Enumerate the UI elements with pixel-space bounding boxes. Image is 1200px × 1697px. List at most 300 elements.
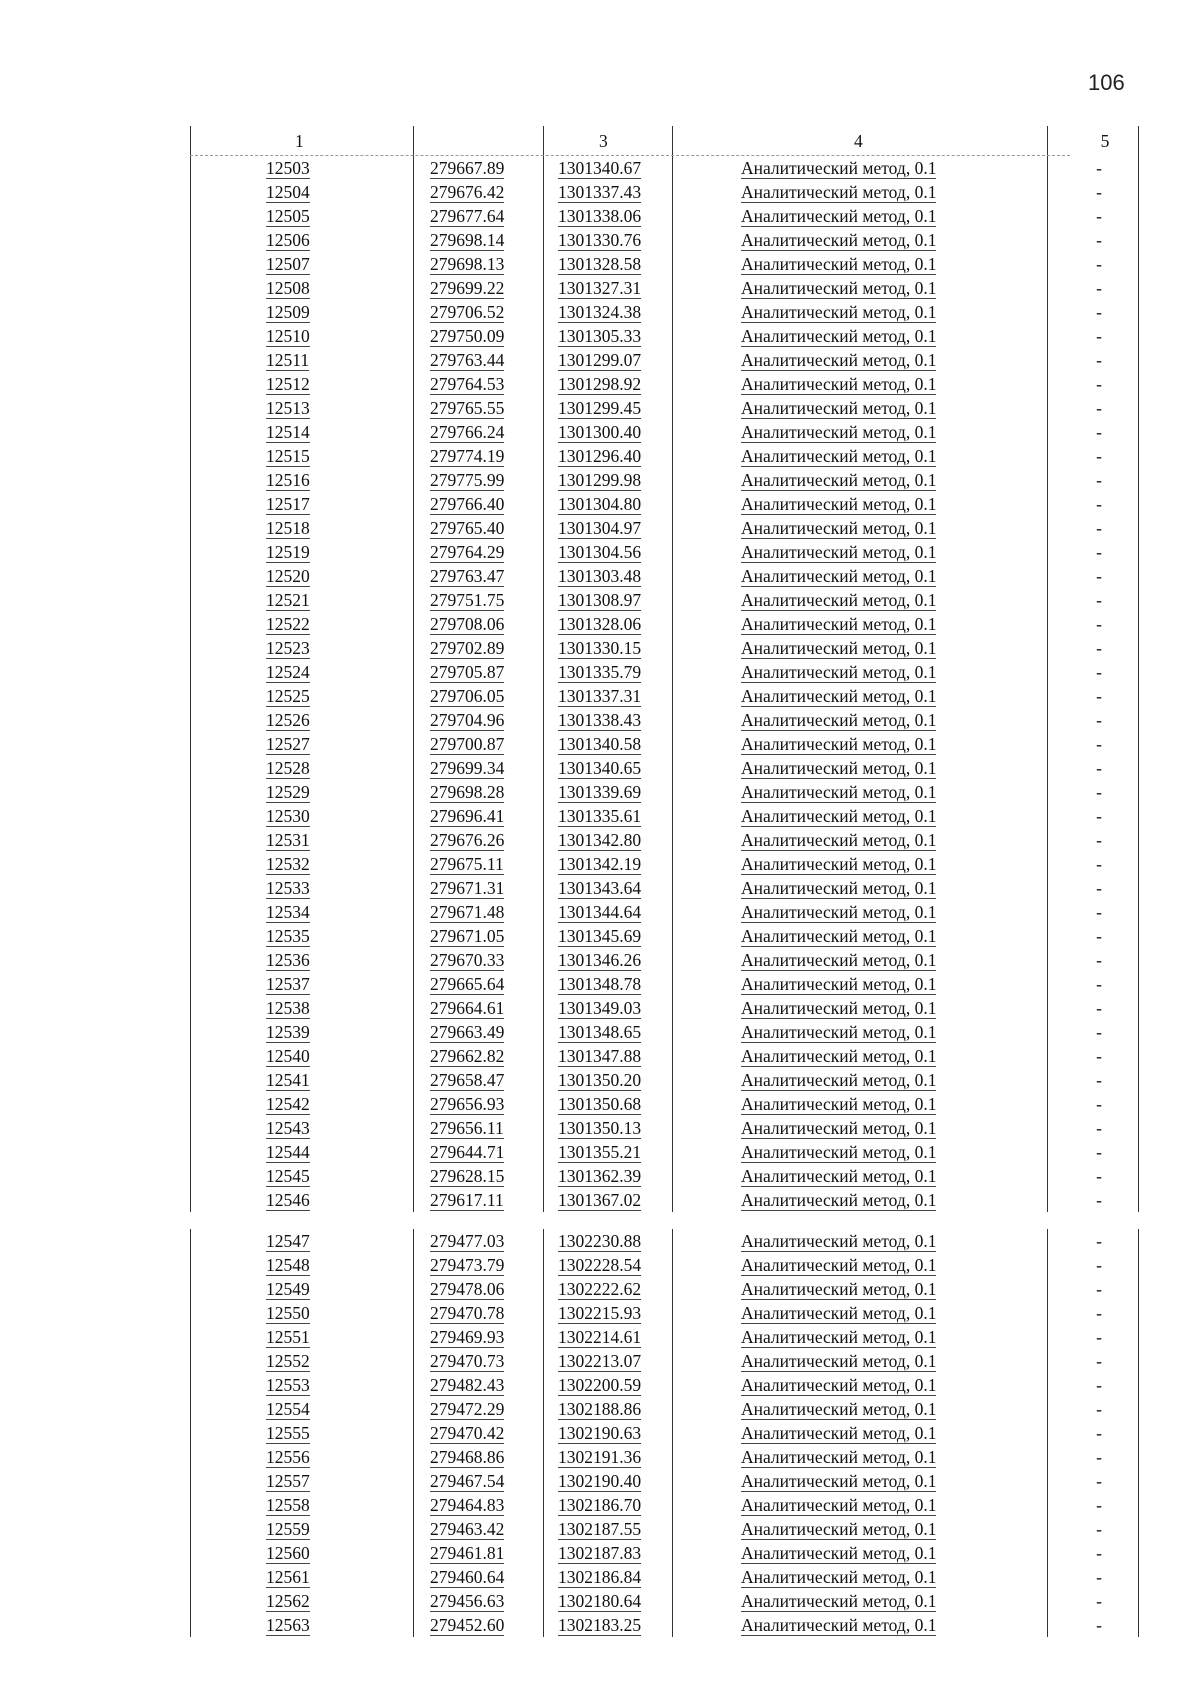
coord-x-text: 279676.42	[430, 182, 505, 202]
table-row	[190, 444, 1150, 468]
table-row	[190, 276, 1150, 300]
table-row	[190, 996, 1150, 1020]
cell-method	[741, 708, 991, 732]
cell-note	[1084, 948, 1114, 972]
point-number-text: 12529	[266, 782, 310, 802]
method-text: Аналитический метод, 0.1	[741, 1022, 937, 1042]
cell-coord-y	[558, 1373, 668, 1397]
coord-y-text: 1301324.38	[558, 302, 642, 322]
cell-note	[1084, 1397, 1114, 1421]
cell-coord-x	[430, 780, 540, 804]
note-text: -	[1096, 158, 1102, 178]
note-text: -	[1096, 302, 1102, 322]
note-text: -	[1096, 1279, 1102, 1299]
note-text: -	[1096, 1423, 1102, 1443]
coord-y-text: 1302186.84	[558, 1567, 642, 1587]
cell-method	[741, 1044, 991, 1068]
cell-point-number	[266, 540, 376, 564]
cell-point-number	[266, 1253, 376, 1277]
cell-coord-y	[558, 1541, 668, 1565]
coord-y-text: 1301327.31	[558, 278, 642, 298]
point-number-text: 12530	[266, 806, 310, 826]
cell-coord-x	[430, 372, 540, 396]
table-row	[190, 1277, 1150, 1301]
cell-method	[741, 636, 991, 660]
method-text: Аналитический метод, 0.1	[741, 902, 937, 922]
method-text: Аналитический метод, 0.1	[741, 542, 937, 562]
cell-coord-y	[558, 828, 668, 852]
cell-coord-y	[558, 1565, 668, 1589]
cell-method	[741, 276, 991, 300]
coord-x-text: 279702.89	[430, 638, 505, 658]
table-row	[190, 876, 1150, 900]
cell-note	[1084, 564, 1114, 588]
cell-method	[741, 1517, 991, 1541]
coord-x-text: 279698.13	[430, 254, 505, 274]
coord-y-text: 1301328.06	[558, 614, 642, 634]
table-row	[190, 1116, 1150, 1140]
coord-y-text: 1302190.63	[558, 1423, 642, 1443]
note-text: -	[1096, 518, 1102, 538]
cell-coord-x	[430, 444, 540, 468]
point-number-text: 12509	[266, 302, 310, 322]
cell-note	[1084, 1445, 1114, 1469]
cell-method	[741, 1301, 991, 1325]
note-text: -	[1096, 278, 1102, 298]
cell-coord-x	[430, 180, 540, 204]
cell-coord-y	[558, 1349, 668, 1373]
note-text: -	[1096, 350, 1102, 370]
point-number-text: 12538	[266, 998, 310, 1018]
table-row	[190, 684, 1150, 708]
cell-note	[1084, 1301, 1114, 1325]
coord-y-text: 1302187.55	[558, 1519, 642, 1539]
point-number-text: 12531	[266, 830, 310, 850]
note-text: -	[1096, 1070, 1102, 1090]
cell-coord-y	[558, 1325, 668, 1349]
cell-note	[1084, 732, 1114, 756]
table-row	[190, 1164, 1150, 1188]
cell-note	[1084, 1589, 1114, 1613]
cell-point-number	[266, 1541, 376, 1565]
cell-note	[1084, 684, 1114, 708]
cell-note	[1084, 228, 1114, 252]
coord-x-text: 279463.42	[430, 1519, 505, 1539]
coord-y-text: 1301340.67	[558, 158, 642, 178]
coord-y-text: 1301338.43	[558, 710, 642, 730]
method-text: Аналитический метод, 0.1	[741, 998, 937, 1018]
coord-y-text: 1301349.03	[558, 998, 642, 1018]
method-text: Аналитический метод, 0.1	[741, 446, 937, 466]
cell-method	[741, 1541, 991, 1565]
table-row	[190, 1541, 1150, 1565]
cell-coord-y	[558, 180, 668, 204]
cell-coord-y	[558, 1301, 668, 1325]
point-number-text: 12518	[266, 518, 310, 538]
cell-coord-y	[558, 1229, 668, 1253]
point-number-text: 12541	[266, 1070, 310, 1090]
note-text: -	[1096, 782, 1102, 802]
note-text: -	[1096, 1255, 1102, 1275]
point-number-text: 12523	[266, 638, 310, 658]
method-text: Аналитический метод, 0.1	[741, 590, 937, 610]
coord-y-text: 1301350.20	[558, 1070, 642, 1090]
cell-coord-x	[430, 540, 540, 564]
method-text: Аналитический метод, 0.1	[741, 422, 937, 442]
cell-coord-y	[558, 420, 668, 444]
coord-y-text: 1301339.69	[558, 782, 642, 802]
cell-method	[741, 372, 991, 396]
cell-coord-y	[558, 1068, 668, 1092]
note-text: -	[1096, 1094, 1102, 1114]
cell-coord-y	[558, 948, 668, 972]
method-text: Аналитический метод, 0.1	[741, 518, 937, 538]
cell-coord-y	[558, 300, 668, 324]
coord-x-text: 279751.75	[430, 590, 505, 610]
method-text: Аналитический метод, 0.1	[741, 254, 937, 274]
cell-note	[1084, 1421, 1114, 1445]
cell-note	[1084, 348, 1114, 372]
cell-method	[741, 1068, 991, 1092]
cell-point-number	[266, 1301, 376, 1325]
point-number-text: 12536	[266, 950, 310, 970]
cell-point-number	[266, 468, 376, 492]
coord-x-text: 279700.87	[430, 734, 505, 754]
table-row	[190, 780, 1150, 804]
cell-point-number	[266, 1349, 376, 1373]
cell-method	[741, 780, 991, 804]
point-number-text: 12515	[266, 446, 310, 466]
header-col-4: 4	[854, 131, 863, 151]
note-text: -	[1096, 1543, 1102, 1563]
point-number-text: 12514	[266, 422, 310, 442]
cell-note	[1084, 1092, 1114, 1116]
point-number-text: 12540	[266, 1046, 310, 1066]
cell-note	[1084, 1349, 1114, 1373]
table-row	[190, 804, 1150, 828]
coord-x-text: 279469.93	[430, 1327, 505, 1347]
table-row	[190, 252, 1150, 276]
table-body	[190, 1229, 1150, 1637]
cell-point-number	[266, 852, 376, 876]
cell-coord-y	[558, 924, 668, 948]
method-text: Аналитический метод, 0.1	[741, 1303, 937, 1323]
cell-note	[1084, 1253, 1114, 1277]
cell-coord-y	[558, 204, 668, 228]
cell-coord-x	[430, 1469, 540, 1493]
note-text: -	[1096, 326, 1102, 346]
cell-point-number	[266, 732, 376, 756]
cell-point-number	[266, 492, 376, 516]
cell-point-number	[266, 1589, 376, 1613]
coord-y-text: 1301330.15	[558, 638, 642, 658]
cell-note	[1084, 204, 1114, 228]
note-text: -	[1096, 1399, 1102, 1419]
cell-coord-y	[558, 276, 668, 300]
cell-note	[1084, 492, 1114, 516]
note-text: -	[1096, 446, 1102, 466]
method-text: Аналитический метод, 0.1	[741, 1399, 937, 1419]
table-row	[190, 948, 1150, 972]
note-text: -	[1096, 422, 1102, 442]
coord-x-text: 279473.79	[430, 1255, 505, 1275]
table-row	[190, 516, 1150, 540]
point-number-text: 12516	[266, 470, 310, 490]
note-text: -	[1096, 686, 1102, 706]
cell-method	[741, 876, 991, 900]
coord-x-text: 279482.43	[430, 1375, 505, 1395]
coord-x-text: 279696.41	[430, 806, 505, 826]
cell-note	[1084, 468, 1114, 492]
coord-x-text: 279699.34	[430, 758, 505, 778]
cell-point-number	[266, 636, 376, 660]
coord-y-text: 1301296.40	[558, 446, 642, 466]
cell-method	[741, 828, 991, 852]
cell-coord-y	[558, 1589, 668, 1613]
table-row	[190, 324, 1150, 348]
note-text: -	[1096, 230, 1102, 250]
note-text: -	[1096, 1375, 1102, 1395]
header-col-5: 5	[1100, 131, 1110, 151]
cell-coord-y	[558, 1613, 668, 1637]
coord-x-text: 279470.73	[430, 1351, 505, 1371]
coord-x-text: 279667.89	[430, 158, 505, 178]
cell-coord-x	[430, 612, 540, 636]
cell-method	[741, 252, 991, 276]
cell-point-number	[266, 1493, 376, 1517]
point-number-text: 12542	[266, 1094, 310, 1114]
cell-coord-x	[430, 1421, 540, 1445]
table-row	[190, 1140, 1150, 1164]
method-text: Аналитический метод, 0.1	[741, 1519, 937, 1539]
table-row	[190, 732, 1150, 756]
coord-x-text: 279699.22	[430, 278, 505, 298]
method-text: Аналитический метод, 0.1	[741, 1190, 937, 1210]
point-number-text: 12510	[266, 326, 310, 346]
cell-point-number	[266, 900, 376, 924]
coord-y-text: 1301308.97	[558, 590, 642, 610]
cell-coord-y	[558, 1517, 668, 1541]
point-number-text: 12556	[266, 1447, 310, 1467]
cell-coord-x	[430, 1068, 540, 1092]
coord-y-text: 1302228.54	[558, 1255, 642, 1275]
cell-point-number	[266, 252, 376, 276]
cell-method	[741, 1253, 991, 1277]
cell-coord-x	[430, 1277, 540, 1301]
method-text: Аналитический метод, 0.1	[741, 1279, 937, 1299]
method-text: Аналитический метод, 0.1	[741, 1231, 937, 1251]
coord-x-text: 279464.83	[430, 1495, 505, 1515]
method-text: Аналитический метод, 0.1	[741, 398, 937, 418]
method-text: Аналитический метод, 0.1	[741, 278, 937, 298]
cell-coord-y	[558, 1421, 668, 1445]
cell-coord-x	[430, 1373, 540, 1397]
table-row	[190, 636, 1150, 660]
method-text: Аналитический метод, 0.1	[741, 1543, 937, 1563]
coord-y-text: 1301304.56	[558, 542, 642, 562]
cell-method	[741, 1092, 991, 1116]
cell-coord-x	[430, 1541, 540, 1565]
cell-coord-y	[558, 612, 668, 636]
note-text: -	[1096, 1351, 1102, 1371]
cell-coord-x	[430, 1613, 540, 1637]
coord-x-text: 279656.93	[430, 1094, 505, 1114]
table-row	[190, 156, 1150, 180]
note-text: -	[1096, 974, 1102, 994]
point-number-text: 12549	[266, 1279, 310, 1299]
cell-coord-y	[558, 972, 668, 996]
point-number-text: 12512	[266, 374, 310, 394]
table-row	[190, 708, 1150, 732]
cell-point-number	[266, 324, 376, 348]
note-text: -	[1096, 1495, 1102, 1515]
table-row	[190, 1517, 1150, 1541]
method-text: Аналитический метод, 0.1	[741, 758, 937, 778]
point-number-text: 12551	[266, 1327, 310, 1347]
cell-method	[741, 1397, 991, 1421]
cell-coord-x	[430, 1301, 540, 1325]
cell-point-number	[266, 1445, 376, 1469]
cell-note	[1084, 756, 1114, 780]
point-number-text: 12524	[266, 662, 310, 682]
cell-note	[1084, 420, 1114, 444]
cell-coord-x	[430, 1589, 540, 1613]
note-text: -	[1096, 1142, 1102, 1162]
method-text: Аналитический метод, 0.1	[741, 230, 937, 250]
method-text: Аналитический метод, 0.1	[741, 1142, 937, 1162]
point-number-text: 12528	[266, 758, 310, 778]
table-row	[190, 540, 1150, 564]
cell-coord-y	[558, 1140, 668, 1164]
cell-method	[741, 348, 991, 372]
note-text: -	[1096, 902, 1102, 922]
cell-method	[741, 444, 991, 468]
point-number-text: 12534	[266, 902, 310, 922]
note-text: -	[1096, 1447, 1102, 1467]
method-text: Аналитический метод, 0.1	[741, 1255, 937, 1275]
table-row	[190, 204, 1150, 228]
coord-x-text: 279675.11	[430, 854, 504, 874]
cell-coord-x	[430, 1092, 540, 1116]
cell-coord-x	[430, 732, 540, 756]
cell-coord-y	[558, 708, 668, 732]
cell-coord-y	[558, 156, 668, 180]
coord-y-text: 1302213.07	[558, 1351, 642, 1371]
cell-coord-y	[558, 1020, 668, 1044]
coord-y-text: 1302180.64	[558, 1591, 642, 1611]
cell-coord-x	[430, 516, 540, 540]
table-row	[190, 1188, 1150, 1212]
cell-point-number	[266, 1092, 376, 1116]
point-number-text: 12561	[266, 1567, 310, 1587]
cell-coord-y	[558, 900, 668, 924]
coord-x-text: 279765.40	[430, 518, 505, 538]
point-number-text: 12506	[266, 230, 310, 250]
method-text: Аналитический метод, 0.1	[741, 950, 937, 970]
point-number-text: 12560	[266, 1543, 310, 1563]
method-text: Аналитический метод, 0.1	[741, 974, 937, 994]
cell-point-number	[266, 444, 376, 468]
cell-point-number	[266, 708, 376, 732]
cell-method	[741, 852, 991, 876]
cell-note	[1084, 996, 1114, 1020]
cell-coord-x	[430, 708, 540, 732]
cell-coord-y	[558, 876, 668, 900]
coord-x-text: 279467.54	[430, 1471, 505, 1491]
cell-note	[1084, 900, 1114, 924]
cell-coord-y	[558, 492, 668, 516]
cell-method	[741, 468, 991, 492]
cell-note	[1084, 1469, 1114, 1493]
cell-point-number	[266, 612, 376, 636]
cell-method	[741, 972, 991, 996]
cell-point-number	[266, 1116, 376, 1140]
table-row	[190, 396, 1150, 420]
cell-coord-x	[430, 1493, 540, 1517]
note-text: -	[1096, 734, 1102, 754]
cell-coord-y	[558, 252, 668, 276]
coord-x-text: 279671.05	[430, 926, 505, 946]
coord-x-text: 279644.71	[430, 1142, 505, 1162]
point-number-text: 12507	[266, 254, 310, 274]
coord-y-text: 1301348.78	[558, 974, 642, 994]
cell-method	[741, 948, 991, 972]
cell-note	[1084, 876, 1114, 900]
method-text: Аналитический метод, 0.1	[741, 1118, 937, 1138]
point-number-text: 12533	[266, 878, 310, 898]
note-text: -	[1096, 830, 1102, 850]
method-text: Аналитический метод, 0.1	[741, 1471, 937, 1491]
method-text: Аналитический метод, 0.1	[741, 350, 937, 370]
coord-y-text: 1301328.58	[558, 254, 642, 274]
note-text: -	[1096, 1567, 1102, 1587]
note-text: -	[1096, 758, 1102, 778]
table-row	[190, 1469, 1150, 1493]
coord-y-text: 1301299.45	[558, 398, 642, 418]
cell-note	[1084, 396, 1114, 420]
coord-y-text: 1301340.58	[558, 734, 642, 754]
cell-coord-x	[430, 660, 540, 684]
note-text: -	[1096, 926, 1102, 946]
cell-coord-x	[430, 924, 540, 948]
point-number-text: 12519	[266, 542, 310, 562]
table-row	[190, 228, 1150, 252]
coord-y-text: 1301347.88	[558, 1046, 642, 1066]
cell-coord-x	[430, 252, 540, 276]
coord-y-text: 1301355.21	[558, 1142, 642, 1162]
cell-point-number	[266, 1373, 376, 1397]
cell-method	[741, 756, 991, 780]
method-text: Аналитический метод, 0.1	[741, 326, 937, 346]
cell-method	[741, 1493, 991, 1517]
cell-point-number	[266, 348, 376, 372]
cell-coord-y	[558, 468, 668, 492]
coord-y-text: 1302222.62	[558, 1279, 642, 1299]
coord-x-text: 279456.63	[430, 1591, 505, 1611]
cell-note	[1084, 1493, 1114, 1517]
note-text: -	[1096, 1471, 1102, 1491]
note-text: -	[1096, 182, 1102, 202]
point-number-text: 12532	[266, 854, 310, 874]
cell-point-number	[266, 1188, 376, 1212]
cell-method	[741, 732, 991, 756]
cell-coord-y	[558, 516, 668, 540]
method-text: Аналитический метод, 0.1	[741, 710, 937, 730]
point-number-text: 12505	[266, 206, 310, 226]
cell-coord-y	[558, 588, 668, 612]
cell-note	[1084, 636, 1114, 660]
cell-point-number	[266, 1044, 376, 1068]
